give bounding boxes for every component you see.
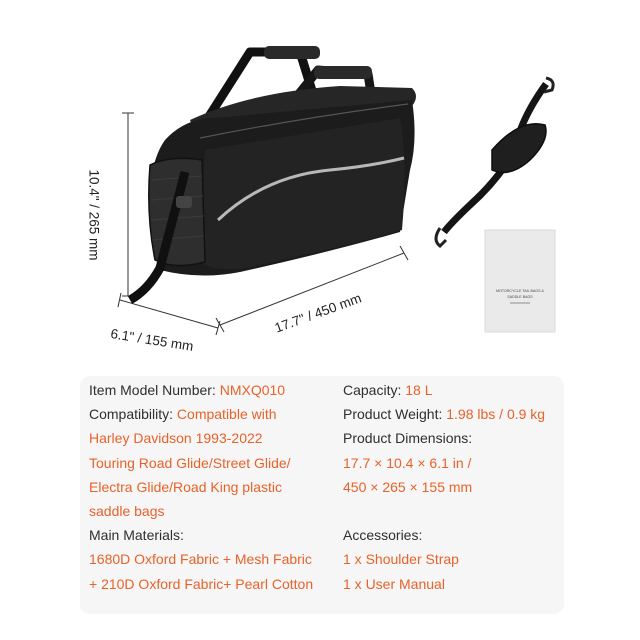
compat-value-line: saddle bags [89, 503, 165, 520]
capacity-value: 18 L [405, 382, 433, 398]
capacity-row [343, 378, 568, 402]
shoulder-pad [492, 124, 546, 173]
compat-row [89, 402, 339, 426]
model-row [89, 378, 339, 402]
accessory-item: 1 x Shoulder Strap [343, 551, 459, 568]
spec-column-right [343, 378, 568, 596]
compat-value-line: Compatible with [176, 406, 277, 423]
width-dimension-label: 17.7" / 450 mm [272, 290, 364, 336]
dims-value-line: 450 × 265 × 155 mm [343, 478, 473, 495]
dims-value-line: 17.7 × 10.4 × 6.1 in / [343, 454, 472, 471]
accessories-label: Accessories: [343, 527, 423, 544]
weight-label: Product Weight: [343, 406, 447, 423]
accessory-item: 1 x User Manual [343, 575, 445, 592]
model-value: NMXQ010 [219, 382, 286, 398]
materials-value-line: + 210D Oxford Fabric+ Pearl Cotton [89, 575, 314, 592]
model-label: Item Model Number: [89, 382, 220, 398]
manual-title-line-2: SADDLE BAGS [507, 295, 533, 299]
materials-value-line: 1680D Oxford Fabric + Mesh Fabric [89, 551, 312, 568]
spacer [343, 499, 568, 523]
materials-label: Main Materials: [89, 527, 184, 544]
compat-label: Compatibility: [89, 406, 177, 423]
depth-dimension-line [120, 300, 218, 328]
spec-column-left [89, 378, 339, 596]
compat-value-line: Electra Glide/Road King plastic [89, 478, 282, 495]
capacity-label: Capacity: [343, 382, 406, 398]
weight-row [343, 402, 568, 426]
compat-value-line: Harley Davidson 1993-2022 [89, 430, 263, 447]
dims-label: Product Dimensions: [343, 430, 473, 447]
user-manual [485, 230, 555, 332]
compat-value-line: Touring Road Glide/Street Glide/ [89, 454, 291, 471]
height-dimension-label: 10.4" / 265 mm [86, 169, 102, 261]
weight-value: 1.98 lbs / 0.9 kg [446, 406, 546, 423]
depth-dimension-label: 6.1" / 155 mm [109, 326, 195, 354]
shoulder-strap [436, 78, 553, 246]
manual-title-line-1: MOTORCYCLE TAIL BAGS & [496, 289, 544, 293]
saddle-bag [130, 46, 416, 300]
